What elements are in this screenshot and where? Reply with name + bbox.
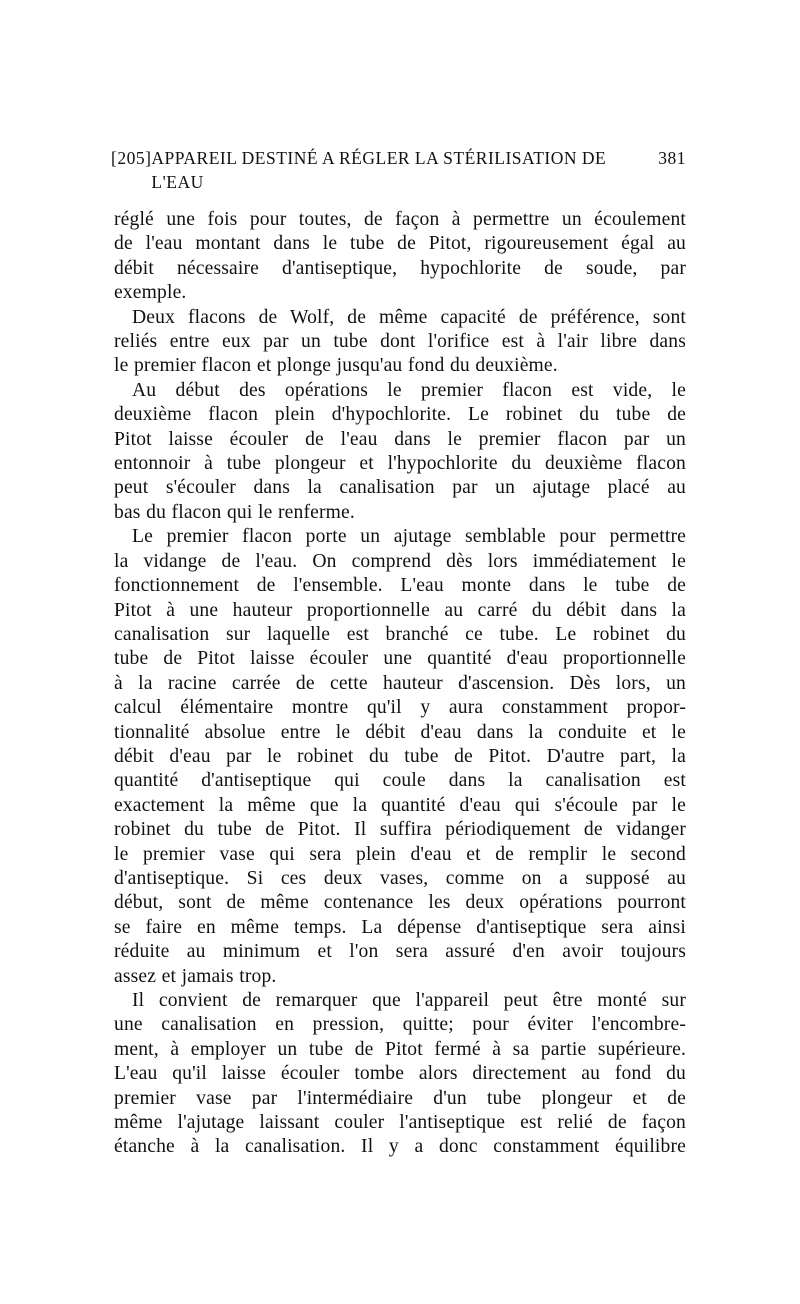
- text-line: entonnoir à tube plongeur et l'hypochlorite du deuxième flacon: [114, 453, 686, 475]
- text-line: début, sont de même contenance les deux opérations pourront: [114, 892, 686, 914]
- text-line: assez et jamais trop.: [114, 965, 277, 987]
- section-reference: [205]: [111, 148, 152, 168]
- text-line: Pitot à une hauteur proportionnelle au carré du débit dans la: [114, 599, 686, 621]
- text-line: fonctionnement de l'ensemble. L'eau monte dans le tube de: [114, 575, 686, 597]
- text-line: bas du flacon qui le renferme.: [114, 501, 355, 523]
- paragraph: [114, 379, 686, 525]
- text-line: réduite au minimum et l'on sera assuré d'en avoir toujours: [114, 941, 686, 963]
- text-line: robinet du tube de Pitot. Il suffira périodiquement de vidanger: [114, 819, 686, 841]
- page-number: 381: [658, 148, 686, 168]
- paragraph: [114, 208, 686, 306]
- text-line: étanche à la canalisation. Il y a donc constamment équilibre: [114, 1136, 686, 1158]
- text-line: de l'eau montant dans le tube de Pitot, rigoureusement égal au: [114, 233, 686, 255]
- text-line: tube de Pitot laisse écouler une quantité d'eau proportionnelle: [114, 648, 686, 670]
- text-line: débit nécessaire d'antiseptique, hypochlorite de soude, par: [114, 257, 686, 279]
- text-line: ment, à employer un tube de Pitot fermé à sa partie supérieure.: [114, 1038, 686, 1060]
- text-line: exactement la même que la quantité d'eau qui s'écoule par le: [114, 794, 686, 816]
- text-line: premier vase par l'intermédiaire d'un tube plongeur et de: [114, 1087, 686, 1109]
- text-line: Il convient de remarquer que l'appareil peut être monté sur: [132, 990, 686, 1011]
- body-text: [114, 208, 686, 1160]
- text-line: réglé une fois pour toutes, de façon à permettre un écoulement: [114, 209, 686, 230]
- text-line: une canalisation en pression, quitte; pour éviter l'encombre-: [114, 1014, 686, 1036]
- text-line: Deux flacons de Wolf, de même capacité de préférence, sont: [132, 306, 686, 328]
- text-line: reliés entre eux par un tube dont l'orifice est à l'air libre dans: [114, 331, 686, 353]
- text-line: quantité d'antiseptique qui coule dans la canalisation est: [114, 770, 686, 792]
- text-line: L'eau qu'il laisse écouler tombe alors directement au fond du: [114, 1063, 686, 1085]
- running-header: [111, 146, 686, 194]
- text-line: Le premier flacon porte un ajutage semblable pour permettre: [132, 526, 686, 548]
- text-line: calcul élémentaire montre qu'il y aura constamment propor-: [114, 697, 686, 719]
- text-line: même l'ajutage laissant couler l'antiseptique est relié de façon: [114, 1112, 686, 1134]
- text-line: la vidange de l'eau. On comprend dès lors immédiatement le: [114, 550, 686, 572]
- running-title: APPAREIL DESTINÉ A RÉGLER LA STÉRILISATION DE L'EAU: [151, 148, 607, 192]
- paragraph: [114, 306, 686, 379]
- text-line: Au début des opérations le premier flacon est vide, le: [132, 379, 686, 401]
- text-line: tionnalité absolue entre le débit d'eau dans la conduite et le: [114, 721, 686, 743]
- text-line: Pitot laisse écouler de l'eau dans le premier flacon par un: [114, 428, 686, 450]
- text-line: débit d'eau par le robinet du tube de Pitot. D'autre part, la: [114, 745, 686, 767]
- text-line: le premier vase qui sera plein d'eau et de remplir le second: [114, 843, 686, 865]
- paragraph: [114, 989, 686, 1160]
- text-line: à la racine carrée de cette hauteur d'ascension. Dès lors, un: [114, 672, 686, 694]
- text-line: canalisation sur laquelle est branché ce tube. Le robinet du: [114, 623, 686, 645]
- text-line: peut s'écouler dans la canalisation par un ajutage placé au: [114, 477, 686, 499]
- text-line: exemple.: [114, 282, 187, 304]
- book-page: [111, 146, 686, 1160]
- text-line: d'antiseptique. Si ces deux vases, comme on a supposé au: [114, 867, 686, 889]
- text-line: deuxième flacon plein d'hypochlorite. Le robinet du tube de: [114, 404, 686, 426]
- paragraph: [114, 525, 686, 989]
- text-line: se faire en même temps. La dépense d'antiseptique sera ainsi: [114, 916, 686, 938]
- text-line: le premier flacon et plonge jusqu'au fond du deuxième.: [114, 355, 558, 377]
